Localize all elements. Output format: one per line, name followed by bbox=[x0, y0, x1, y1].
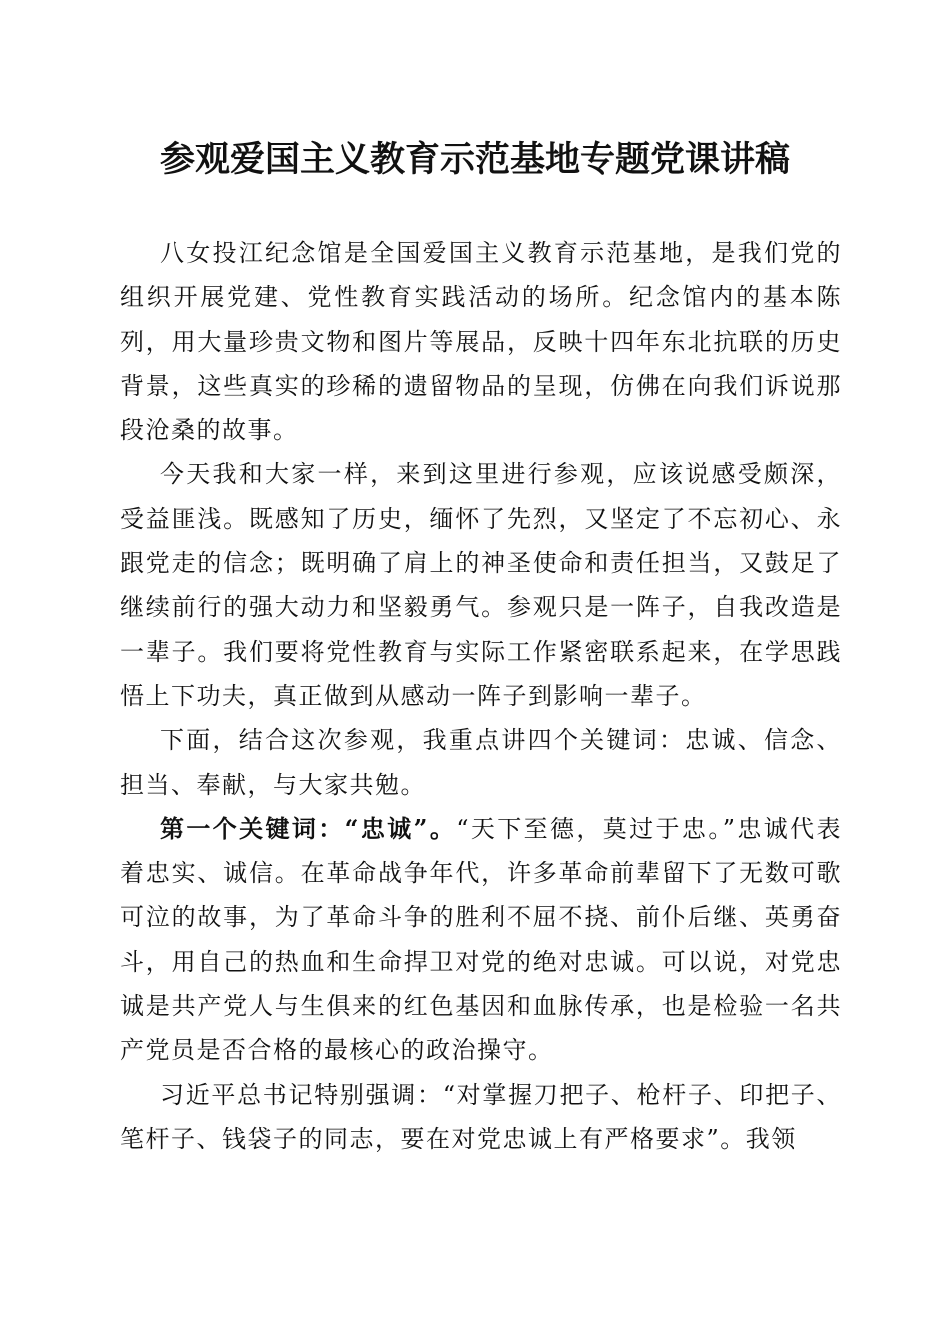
keyword-heading: 第一个关键词：“忠诚”。 bbox=[160, 813, 457, 843]
paragraph-4 bbox=[120, 807, 842, 1073]
page-title: 参观爱国主义教育示范基地专题党课讲稿 bbox=[159, 139, 790, 180]
keyword-text: “天下至德，莫过于忠。”忠诚代表着忠实、诚信。在革命战争年代，许多革命前辈留下了无数可歌可泣的故事，为了革命斗争的胜利不屈不挠、前仆后继、英勇奋斗，用自己的热血和生命捍卫对党的绝对忠诚。可以说，对党忠诚是共产党人与生俱来的红色基因和血脉传承，也是检验一名共产党员是否合格的最核心的政治操守。 bbox=[120, 814, 843, 1065]
paragraph-5: 习近平总书记特别强调：“对掌握刀把子、枪杆子、印把子、笔杆子、钱袋子的同志，要在对党忠诚上有严格要求”。我领 bbox=[120, 1080, 842, 1153]
document-body bbox=[120, 231, 842, 1161]
paragraph-3: 下面，结合这次参观，我重点讲四个关键词：忠诚、信念、担当、奉献，与大家共勉。 bbox=[120, 726, 842, 799]
paragraph-1: 八女投江纪念馆是全国爱国主义教育示范基地，是我们党的组织开展党建、党性教育实践活动的场所。纪念馆内的基本陈列，用大量珍贵文物和图片等展品，反映十四年东北抗联的历史背景，这些真实的珍稀的遗留物品的呈现，仿佛在向我们诉说那段沧桑的故事。 bbox=[120, 239, 842, 445]
paragraph-2: 今天我和大家一样，来到这里进行参观，应该说感受颇深，受益匪浅。既感知了历史，缅怀了先烈，又坚定了不忘初心、永跟党走的信念；既明确了肩上的神圣使命和责任担当，又鼓足了继续前行的强大动力和坚毅勇气。参观只是一阵子，自我改造是一辈子。我们要将党性教育与实际工作紧密联系起来，在学思践悟上下功夫，真正做到从感动一阵子到影响一辈子。 bbox=[120, 460, 842, 710]
